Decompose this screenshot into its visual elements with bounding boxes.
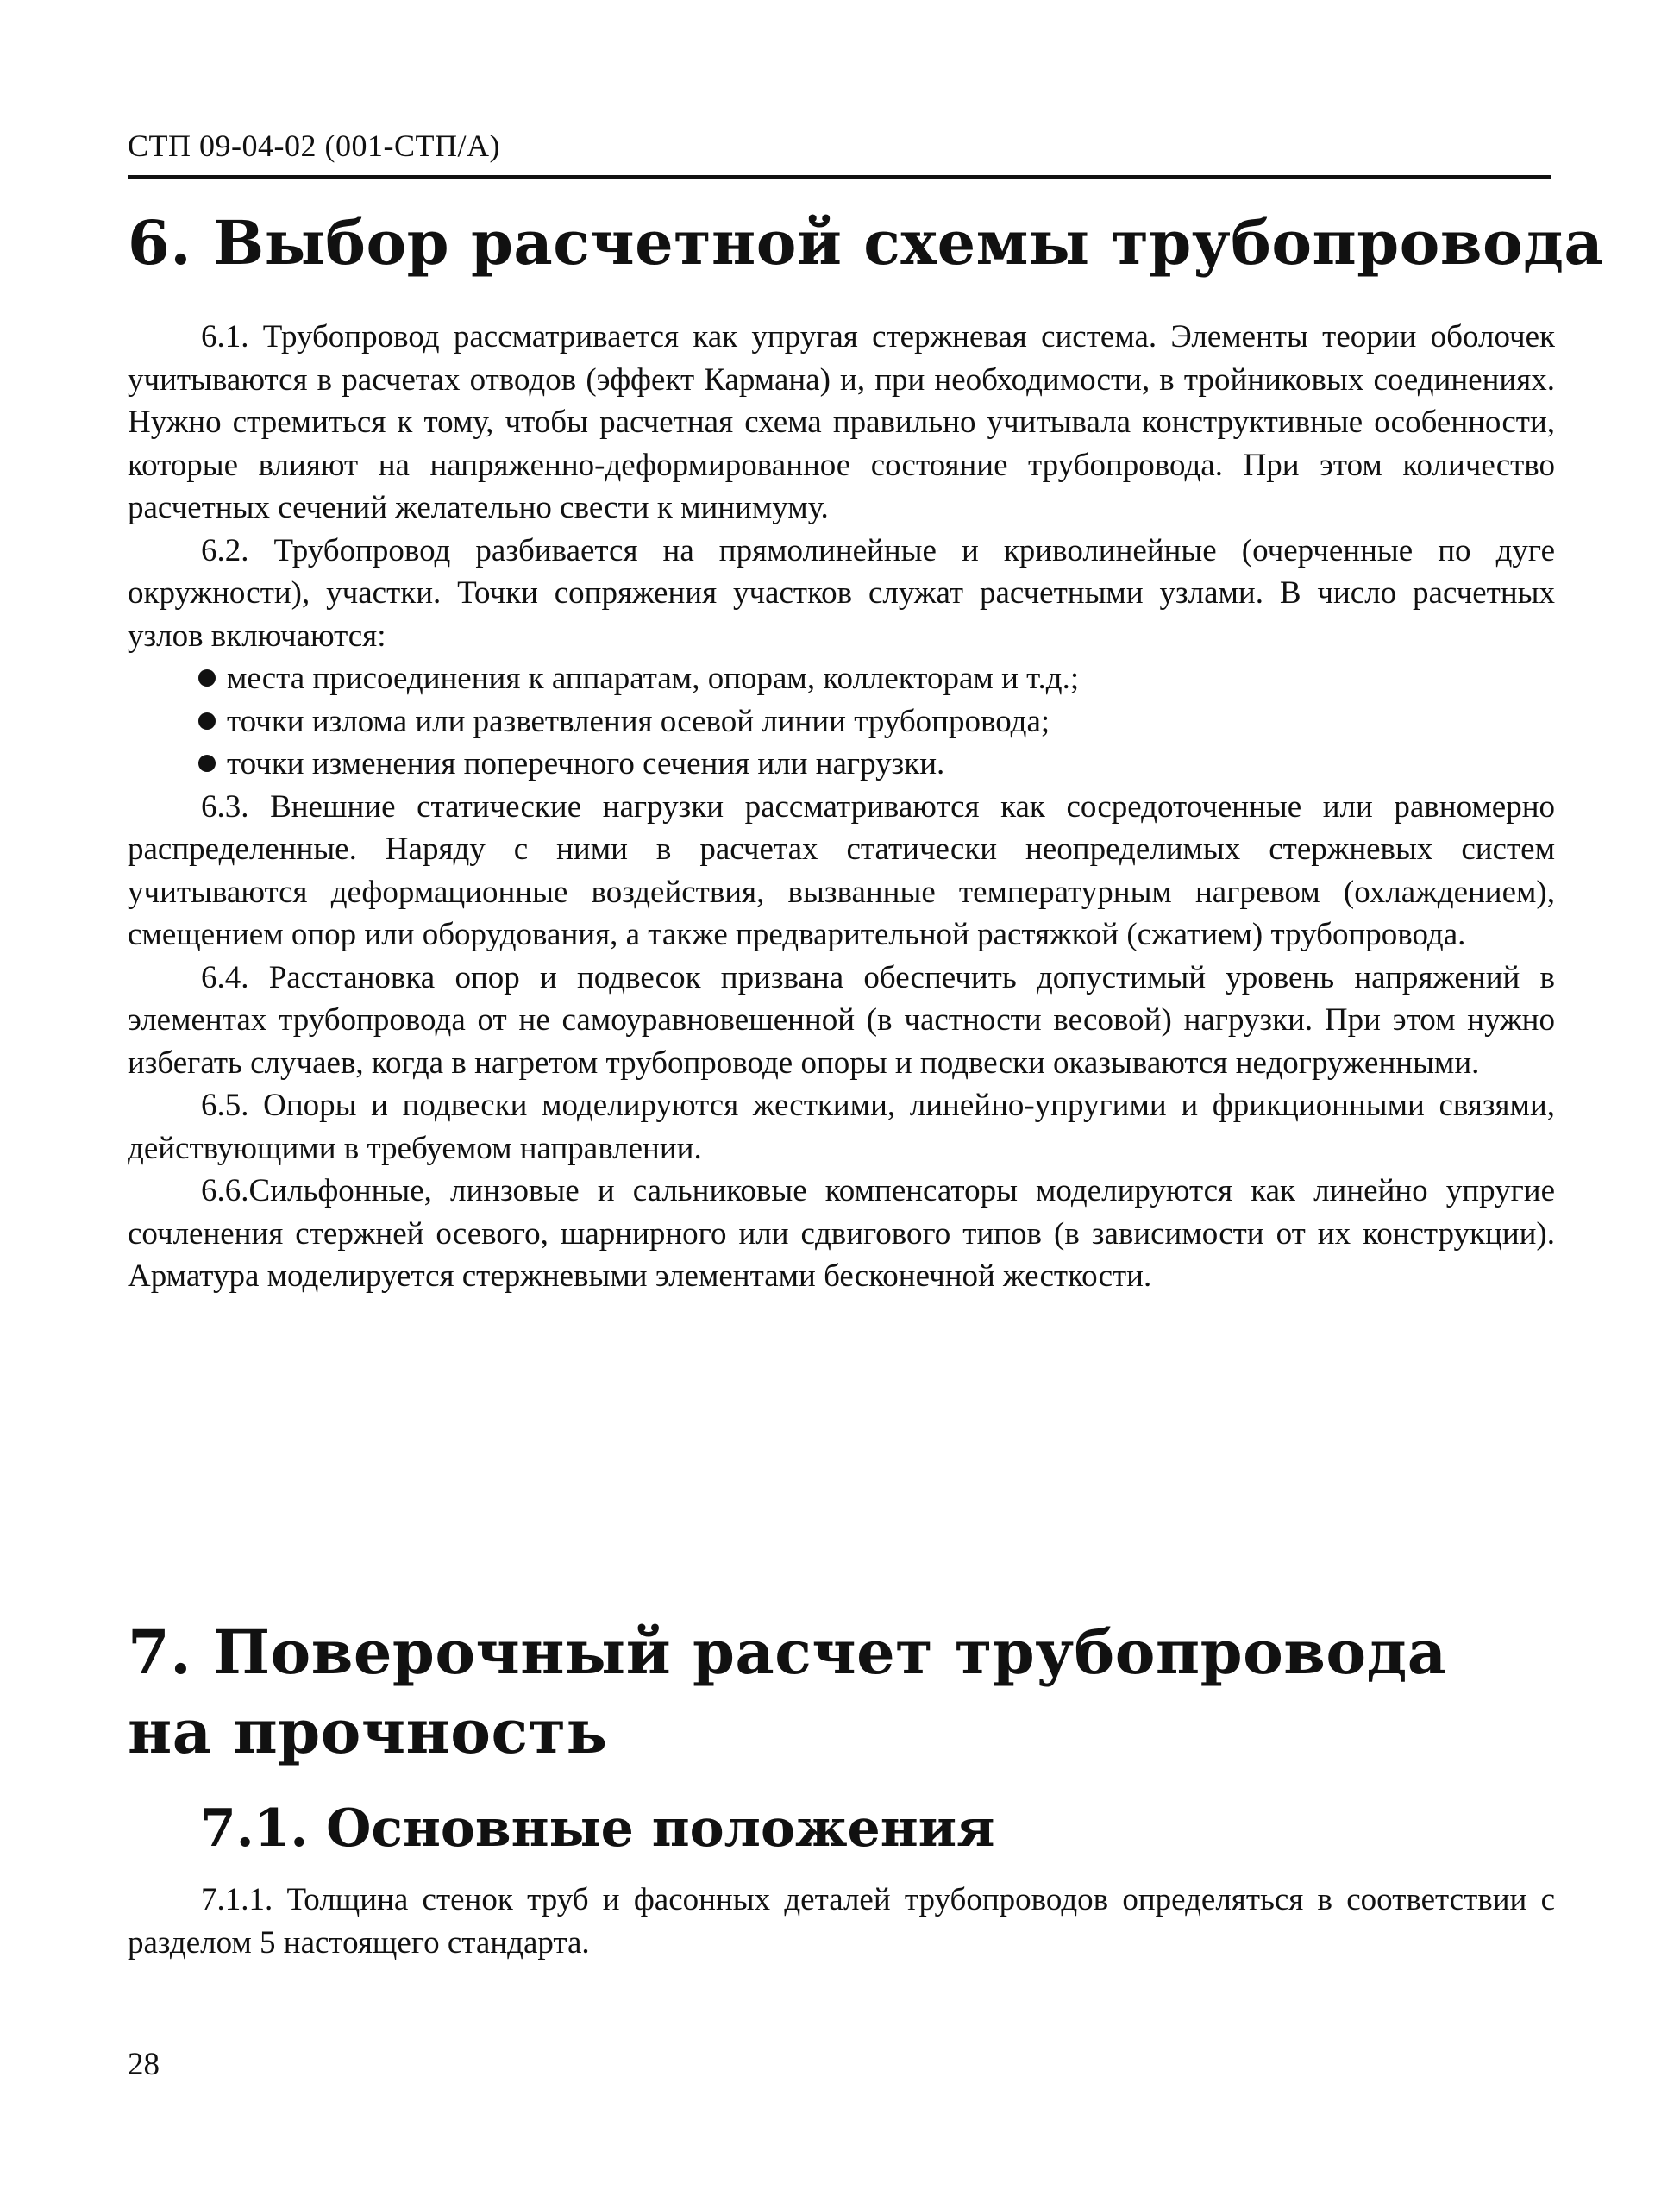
paragraph-6-1: 6.1. Трубопровод рассматривается как упругая стержневая система. Элементы теории оболочек учитываются в расчетах отводов (эффект Кармана) и, при необходимости, в тройниковых соединениях. Нужно стремиться к тому, чтобы расчетная схема правильно учитывала конструктивные особенности, которые влияют на напряженно-деформированное состояние трубопровода. При этом количество расчетных сечений желательно свести к минимуму.	[128, 319, 1555, 525]
list-item	[128, 657, 1555, 700]
bullet-icon	[198, 712, 216, 730]
paragraph-6-6: 6.6.Сильфонные, линзовые и сальниковые компенсаторы моделируются как линейно упругие сочленения стержней осевого, шарнирного или сдвигового типов (в зависимости от их конструкции). Арматура моделируется стержневыми элементами бесконечной жесткости.	[128, 1173, 1555, 1294]
section-7-1-body	[128, 1879, 1555, 1964]
paragraph-7-1-1: 7.1.1. Толщина стенок труб и фасонных деталей трубопроводов определяться в соответствии с разделом 5 настоящего стандарта.	[128, 1882, 1555, 1961]
paragraph-6-3: 6.3. Внешние статические нагрузки рассматриваются как сосредоточенные или равномерно распределенные. Наряду с ними в расчетах статически неопределимых стержневых систем учитываются деформационные воздействия, вызванные температурным нагревом (охлаждением), смещением опор или оборудования, а также предварительной растяжкой (сжатием) трубопровода.	[128, 788, 1555, 952]
section-6-title: 6. Выбор расчетной схемы трубопровода	[128, 207, 1604, 279]
bullet-icon	[198, 669, 216, 687]
bullet-icon	[198, 755, 216, 772]
paragraph-6-2: 6.2. Трубопровод разбивается на прямолинейные и криволинейные (очерченные по дуге окружности), участки. Точки сопряжения участков служат расчетными узлами. В число расчетных узлов включаются:	[128, 532, 1555, 654]
list-item-text: места присоединения к аппаратам, опорам, коллекторам и т.д.;	[227, 661, 1080, 696]
paragraph-6-4: 6.4. Расстановка опор и подвесок призвана обеспечить допустимый уровень напряжений в элементах трубопровода от не самоуравновешенной (в частности весовой) нагрузки. При этом нужно избегать случаев, когда в нагретом трубопроводе опоры и подвески оказываются недогруженными.	[128, 959, 1555, 1081]
running-header: СТП 09-04-02 (001-СТП/А)	[128, 129, 500, 163]
list-item	[128, 700, 1555, 744]
list-item-text: точки излома или разветвления осевой линии трубопровода;	[227, 703, 1050, 739]
list-item-text: точки изменения поперечного сечения или нагрузки.	[227, 746, 945, 781]
list-item	[128, 743, 1555, 786]
page-number: 28	[128, 2047, 160, 2082]
paragraph-6-5: 6.5. Опоры и подвески моделируются жесткими, линейно-упругими и фрикционными связями, действующими в требуемом направлении.	[128, 1088, 1555, 1166]
section-6-body	[128, 316, 1555, 1298]
subsection-7-1-title: 7.1. Основные положения	[200, 1798, 995, 1859]
header-rule	[128, 175, 1551, 179]
section-7-title: 7. Поверочный расчет трубопровода на прочность	[128, 1616, 1447, 1767]
